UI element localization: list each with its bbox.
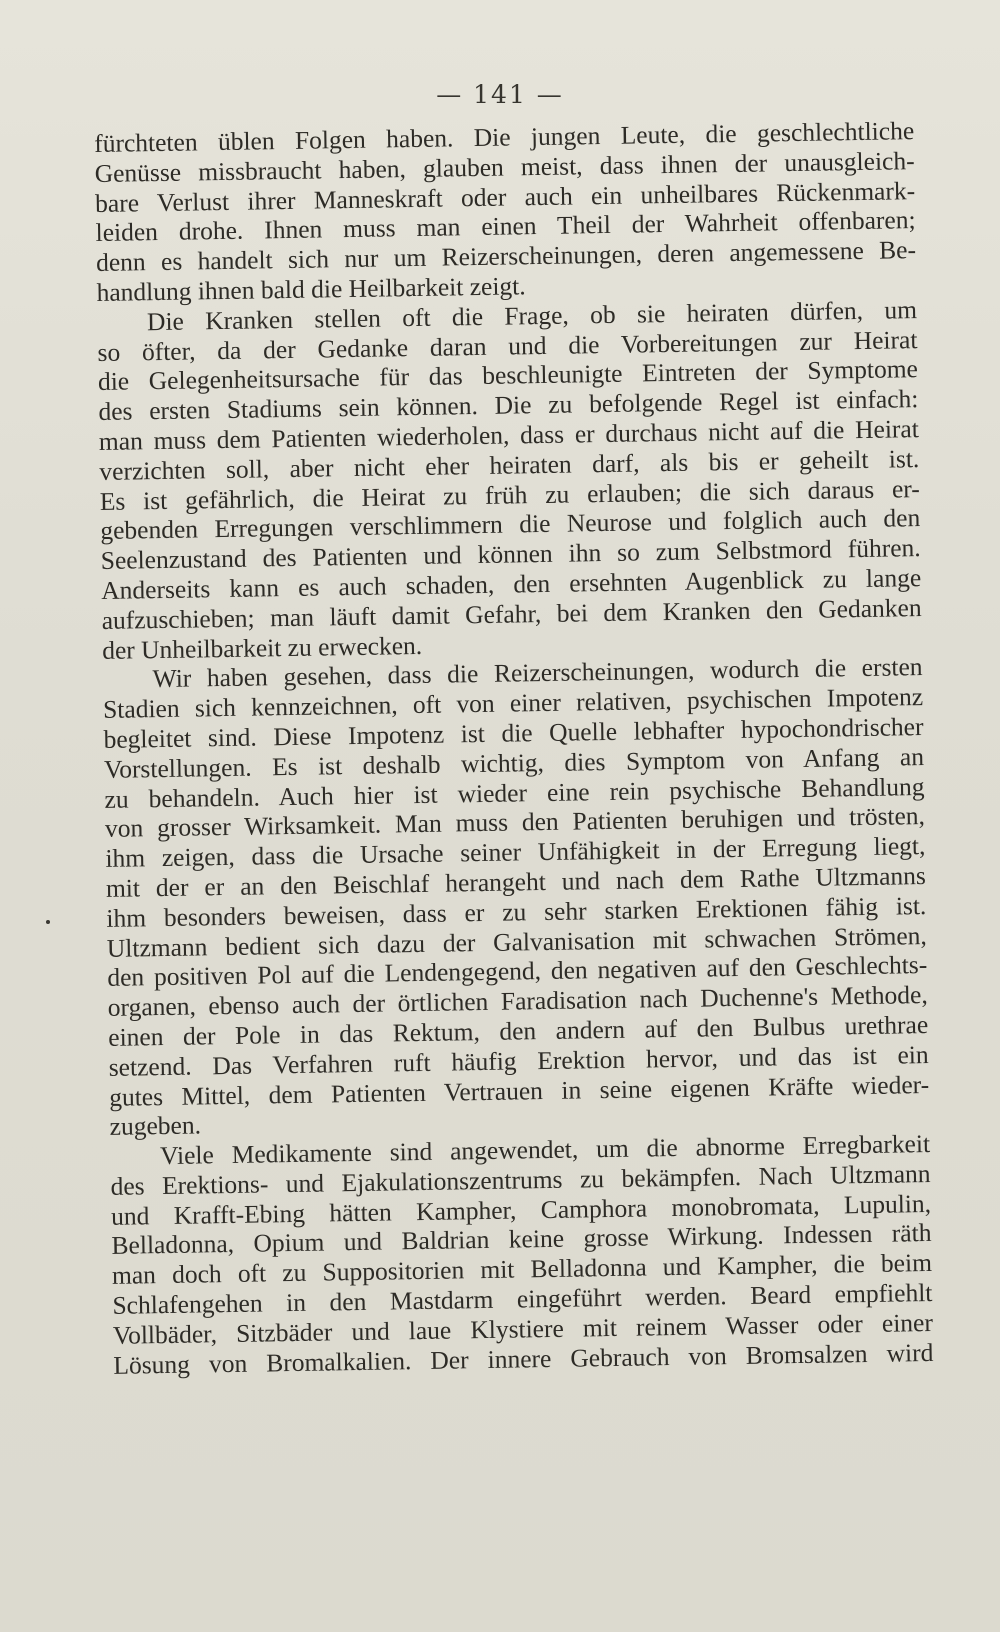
text-line: zu behandeln. Auch hier ist wieder eine rein psychische Behandlung — [104, 771, 925, 814]
text-line: Vollbäder, Sitzbäder und laue Klystiere mit reinem Wasser oder einer — [112, 1307, 934, 1350]
text-line: die Gelegenheitsursache für das beschleunigte Eintreten der Symptome — [97, 354, 919, 397]
text-line: von grosser Wirksamkeit. Man muss den Patienten beruhigen und trösten, — [104, 801, 926, 844]
text-line: bare Verlust ihrer Manneskraft oder auch ein unheilbares Rückenmark- — [94, 175, 916, 218]
text-line: fürchteten üblen Folgen haben. Die jungen Leute, die geschlechtliche — [94, 116, 915, 158]
text-line: zugeben. — [109, 1110, 202, 1142]
text-line: Stadien sich kennzeichnen, oft von einer relativen, psychischen Impotenz — [102, 682, 924, 725]
page-number: — 141 — — [436, 80, 564, 109]
text-line: ihm besonders beweisen, dass er zu sehr starken Erektionen fähig ist. — [106, 890, 927, 933]
text-line: mit der er an den Beischlaf herangeht und nach dem Rathe Ultzmanns — [105, 860, 927, 903]
text-line: Genüsse missbraucht haben, glauben meist, dass ihnen der unausgleich- — [94, 145, 915, 188]
body-text — [94, 116, 934, 1380]
text-line: der Unheilbarkeit zu erwecken. — [101, 630, 423, 665]
text-line: Wir haben gesehen, dass die Reizerscheinungen, wodurch die ersten — [152, 652, 923, 694]
text-line: denn es handelt sich nur um Reizerscheinungen, deren angemessene Be- — [95, 235, 917, 278]
text-line: und Krafft-Ebing hätten Kampher, Camphora monobromata, Lupulin, — [110, 1188, 932, 1231]
text-line: begleitet sind. Diese Impotenz ist die Quelle lebhafter hypochondrischer — [103, 711, 924, 754]
text-line: Lösung von Bromalkalien. Der innere Gebrauch von Bromsalzen wird — [113, 1337, 934, 1380]
text-line: so öfter, da der Gedanke daran und die Vorbereitungen zur Heirat — [97, 324, 918, 367]
text-line: Vorstellungen. Es ist deshalb wichtig, dies Symptom von Anfang an — [103, 741, 925, 784]
text-line: ihm zeigen, dass die Ursache seiner Unfähigkeit in der Erregung liegt, — [105, 831, 926, 874]
ink-speck — [46, 920, 50, 924]
text-line: verzichten soll, aber nicht eher heiraten darf, als bis er geheilt ist. — [99, 443, 920, 486]
text-line: handlung ihnen bald die Heilbarkeit zeigt. — [96, 271, 526, 307]
text-line: Es ist gefährlich, die Heirat zu früh zu erlauben; die sich daraus er- — [99, 473, 920, 516]
text-line: einen der Pole in das Rektum, den andern auf den Bulbus urethrae — [108, 1009, 929, 1052]
text-line: Viele Medikamente sind angewendet, um die abnorme Erregbarkeit — [159, 1129, 931, 1171]
text-line: des ersten Stadiums sein können. Die zu befolgende Regel ist einfach: — [98, 384, 919, 427]
text-line: gutes Mittel, dem Patienten Vertrauen in seine eigenen Kräfte wieder- — [108, 1069, 930, 1112]
text-line: setzend. Das Verfahren ruft häufig Erektion hervor, und das ist ein — [108, 1039, 929, 1082]
text-line: man muss dem Patienten wiederholen, dass er durchaus nicht auf die Heirat — [98, 414, 920, 456]
text-line: leiden drohe. Ihnen muss man einen Theil der Wahrheit offenbaren; — [95, 205, 916, 248]
text-line: des Erektions- und Ejakulationszentrums zu bekämpfen. Nach Ultzmann — [110, 1158, 931, 1201]
text-line: Schlafengehen in den Mastdarm eingeführt werden. Beard empfiehlt — [112, 1278, 933, 1320]
text-line: Seelenzustand des Patienten und können ihn so zum Selbstmord führen. — [100, 533, 921, 576]
text-line: Anderseits kann es auch schaden, den ersehnten Augenblick zu lange — [101, 563, 922, 605]
text-line: Die Kranken stellen oft die Frage, ob sie heiraten dürfen, um — [146, 294, 918, 336]
text-line: gebenden Erregungen verschlimmern die Neurose und folglich auch den — [100, 503, 921, 546]
text-line: den positiven Pol auf die Lendengegend, den negativen auf den Geschlechts- — [107, 950, 928, 993]
text-line: organen, ebenso auch der örtlichen Faradisation nach Duchenne's Methode, — [107, 980, 928, 1022]
text-line: aufzuschieben; man läuft damit Gefahr, bei dem Kranken den Gedanken — [101, 592, 922, 635]
text-line: Belladonna, Opium und Baldrian keine grosse Wirkung. Indessen räth — [111, 1218, 932, 1261]
text-line: Ultzmann bedient sich dazu der Galvanisation mit schwachen Strömen, — [106, 920, 927, 963]
text-line: man doch oft zu Suppositorien mit Belladonna und Kampher, die beim — [111, 1248, 933, 1291]
